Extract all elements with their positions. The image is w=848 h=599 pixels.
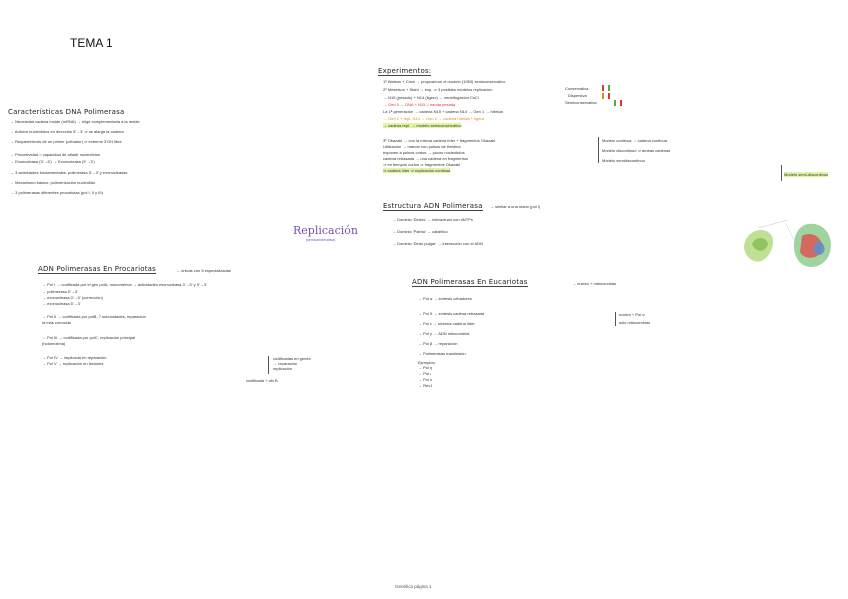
eucariotas-heading: ADN Polimerasas En Eucariotas [412,278,528,286]
list-item: → Dominio 'Dedos' → interactúan con dNTPs [392,217,473,222]
list-item: → Pol I → codificada por el gen polA, monomérica → actividades exonucleasa 3'→5' y 5'→3' [42,282,207,287]
list-item: La 1ª generación → cadena N15 + cadena N14 → Gen 1 → híbrida [383,109,503,114]
list-item: → Pol III → codificada por polC, replicación principal [42,335,136,340]
list-item: → Dominio 'Palma' → catalítico [392,229,448,234]
side-note: replicación [273,366,293,371]
tubes-icon [600,84,630,108]
list-item: → Pol ι [418,371,431,376]
list-item: → Gen 1 + repl. N14 → Gen 2 → cadena híbrida + ligera [383,116,484,121]
side-note: codificadas en genes [273,356,311,361]
list-item: → Requerimiento de un primer (cebador) ⇒ extremo 3'OH libre [10,139,122,144]
estructura-list [392,217,483,246]
list-item: → cadena repl. → modelo semiconservativo [383,123,462,128]
list-item: ⇒ en tiempos cortos ⇒ fragmentos Okazaki [383,162,461,167]
experimentos-heading: Experimentos: [378,67,432,75]
list-item: → Pol η [418,365,433,370]
caracteristicas-list [10,119,140,195]
list-item: (holoenzima) [42,341,66,346]
label-conservativa: Conservativa [565,86,589,91]
list-item: → exonucleasa 5'→3' [42,301,81,306]
caracteristicas-heading: Características DNA Polimerasa [8,108,125,116]
list-item: → Necesidad cadena molde (mRNA) → elige complementaria a la molde [10,119,140,124]
side-note: núcleo + Pol α [619,312,645,317]
label-dispersiva: Dispersiva [568,93,587,98]
bracket [268,356,269,374]
bracket [615,312,616,326]
list-item: → Pol IV → implicada en reparación [42,355,107,360]
eucariotas-side-notes [619,312,650,325]
list-item: → Pol II → codificada por polB, 7 subunidades, reparación [42,314,146,319]
list-item: → Pol γ → ADN mitocondrial [418,331,470,336]
label-modelo-semi-hl: Modelo semi-discontinuo [784,172,829,177]
list-item: 1º Watson + Crick → propusieron el modelo (1953) semiconservativo [383,79,506,84]
estructura-heading: Estructura ADN Polimerasa [383,202,483,210]
list-item: → Mecanismo básico: polimerización nucleótido [10,180,96,185]
page-footer: Genética página 1 [395,584,432,589]
procariotas-small-note: codificada + din B [246,378,278,383]
list-item: → polimerasa 5'→3' [42,289,78,294]
eucariotas-heading-note: → núcleo + mitocondrias [572,281,617,286]
list-item: Utilización → marcar con pulsos de timidina [383,144,461,149]
list-item: → Pol ε → síntesis cadena líder [418,321,475,326]
replicacion-title: Replicación [293,224,358,237]
list-item: cadena retrasada → una cadena en fragmentos [383,156,468,161]
bracket [781,165,782,181]
list-item: → Polimerasas translesión [418,351,466,356]
list-item: → Pol κ [418,377,433,382]
list-item: Ejemplos: [418,360,436,365]
list-item: → Procesividad = capacidad de añadir nucleótidos [10,152,100,157]
list-item: → Pol α → síntesis cebadores [418,296,472,301]
list-item: → 3 polimerasas diferentes procariotas (pol I, II y III) [10,190,103,195]
list-item: → Rev1 [418,383,433,388]
procariotas-heading: ADN Polimerasas En Procariotas [38,265,156,273]
polymerase-hand-illustration [738,214,838,276]
list-item: → Pol V → replicación en lesiones [42,361,104,366]
estructura-heading-note: → similar a una mano (pol I) [490,204,541,209]
procariotas-heading-note: → únicas con 5 especializadas [176,268,231,273]
list-item: → Pol δ → síntesis cadena retrasada [418,311,485,316]
page-title: TEMA 1 [70,36,113,50]
list-item: 2º Meselson + Stahl → exp. ⇒ 3 posibles modelos replicación [383,87,493,92]
label-modelo-semidiscontinua: Modelo semidiscontinuo [602,158,645,163]
list-item: → Adición nucleótidos en dirección 5'→3' ⇒ se alarga la cadena [10,129,124,134]
eucariotas-list [418,296,484,388]
list-item: → N15 (pesado) + N14 (ligero) → centrifugación CsCl [383,95,479,100]
side-note: sólo mitocondrias [619,320,651,325]
list-item: → 3 actividades fundamentales: polimerasa 5'→3' y exonucleasas [10,170,128,175]
list-item: → exonucleasa 3'→5' (corrección) [42,295,103,300]
side-note: → reparación [273,361,298,366]
list-item: exponen a pulsos cortos → pocos nucleótidos [383,150,465,155]
list-item: la más conocida [42,320,71,325]
list-item: 3º Okazaki → con la misma cadena líder + fragmentos Okazaki [383,138,496,143]
procariotas-list [42,282,207,366]
label-modelo-discontinua: Modelo discontinuo ⇒ ambas cadenas [602,148,671,153]
replicacion-subtitle: (semiconservativa) [306,238,336,242]
bracket [598,137,599,163]
experimentos-list [383,79,505,173]
label-modelo-continua: Modelo continua → cadena continua [602,138,667,143]
procariotas-side-notes [273,356,311,371]
list-item: ⇒ cadena líder ⇒ replicación continua [383,168,451,173]
label-semiconservativa: Semiconservativa [565,100,597,105]
list-item: → Exonucleasa (3'→5') → Exonucleasa (5'→3') [10,159,95,164]
list-item: → Dominio 'Dedo pulgar' → interacción con el ADN [392,241,483,246]
list-item: → Gen 0 → DNA + N15 = banda pesada [383,102,456,107]
list-item: → Pol β → reparación [418,341,458,346]
